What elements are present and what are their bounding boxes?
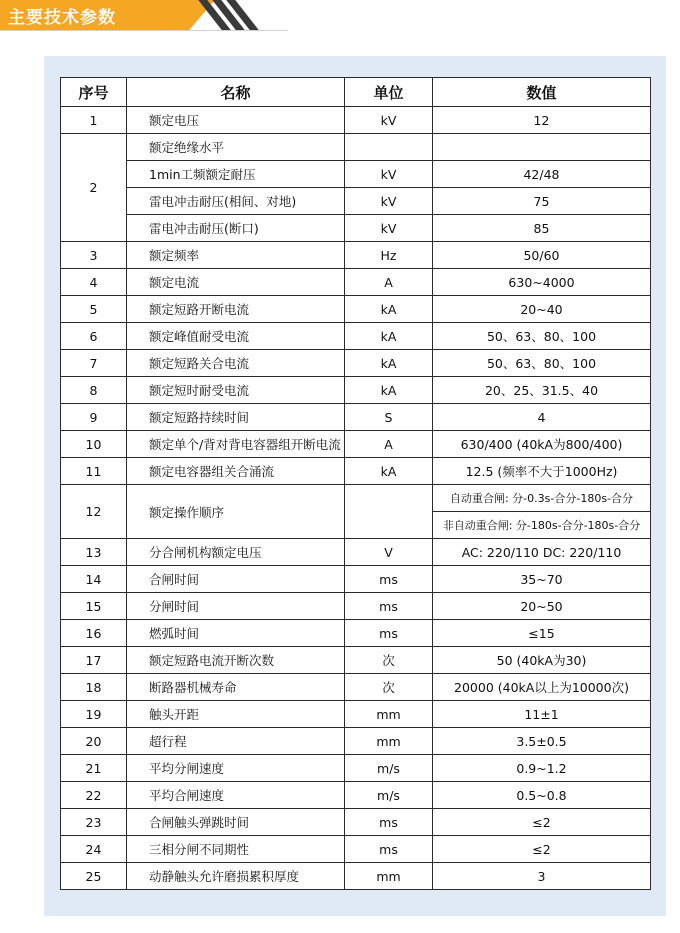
row-name: 额定电容器组关合涌流 [127,458,345,485]
row-value: 20000 (40kA以上为10000次) [433,674,651,701]
row-value: 75 [433,188,651,215]
row-name: 雷电冲击耐压(断口) [127,215,345,242]
row-unit: ms [345,593,433,620]
table-row [61,701,651,728]
row-unit: Hz [345,242,433,269]
row-name: 雷电冲击耐压(相间、对地) [127,188,345,215]
row-name: 分合闸机构额定电压 [127,539,345,566]
table-row [61,647,651,674]
row-no: 8 [61,377,127,404]
table-row [61,134,651,161]
row-value [433,134,651,161]
row-no: 12 [61,485,127,539]
row-value: 50 (40kA为30) [433,647,651,674]
column-header-value: 数值 [433,78,651,107]
table-row [61,458,651,485]
row-no: 14 [61,566,127,593]
row-name: 断路器机械寿命 [127,674,345,701]
table-row [61,323,651,350]
row-name: 合闸触头弹跳时间 [127,809,345,836]
row-value: 50/60 [433,242,651,269]
row-value: 20、25、31.5、40 [433,377,651,404]
row-unit: kA [345,323,433,350]
row-no: 22 [61,782,127,809]
row-name: 额定峰值耐受电流 [127,323,345,350]
row-name: 额定操作顺序 [127,485,345,539]
row-unit: mm [345,728,433,755]
row-no: 19 [61,701,127,728]
row-unit: V [345,539,433,566]
row-name: 三相分闸不同期性 [127,836,345,863]
table-row [61,377,651,404]
row-name: 动静触头允许磨损累积厚度 [127,863,345,890]
row-name: 额定短时耐受电流 [127,377,345,404]
row-unit: kA [345,458,433,485]
row-value: 35~70 [433,566,651,593]
row-value: 4 [433,404,651,431]
row-name: 平均合闸速度 [127,782,345,809]
row-value: ≤2 [433,809,651,836]
row-value: 50、63、80、100 [433,350,651,377]
column-header-unit: 单位 [345,78,433,107]
table-row [61,431,651,458]
row-unit [345,485,433,539]
row-value: 20~50 [433,593,651,620]
row-name: 燃弧时间 [127,620,345,647]
row-unit: ms [345,836,433,863]
table-row [61,215,651,242]
table-row [61,269,651,296]
row-value: 630/400 (40kA为800/400) [433,431,651,458]
row-unit: kV [345,215,433,242]
table-row [61,620,651,647]
row-name: 平均分闸速度 [127,755,345,782]
row-name: 额定短路开断电流 [127,296,345,323]
row-unit: 次 [345,674,433,701]
row-name: 额定短路持续时间 [127,404,345,431]
row-unit: ms [345,566,433,593]
row-no: 7 [61,350,127,377]
row-unit: kV [345,188,433,215]
table-row [61,404,651,431]
row-unit: kV [345,107,433,134]
row-unit: S [345,404,433,431]
table-row [61,539,651,566]
row-unit: 次 [345,647,433,674]
table-row [61,350,651,377]
row-value: AC: 220/110 DC: 220/110 [433,539,651,566]
row-value: ≤2 [433,836,651,863]
column-header-no: 序号 [61,78,127,107]
row-value: 3.5±0.5 [433,728,651,755]
table-row [61,674,651,701]
row-name: 触头开距 [127,701,345,728]
table-row [61,296,651,323]
row-no: 24 [61,836,127,863]
table-row [61,728,651,755]
table-row [61,863,651,890]
spec-table [60,77,651,890]
row-unit: A [345,269,433,296]
section-title: 主要技术参数 [8,8,116,28]
table-row [61,188,651,215]
row-no: 16 [61,620,127,647]
row-no: 1 [61,107,127,134]
row-unit: A [345,431,433,458]
row-no: 4 [61,269,127,296]
row-value: 12.5 (频率不大于1000Hz) [433,458,651,485]
row-no: 10 [61,431,127,458]
row-no: 17 [61,647,127,674]
table-row [61,755,651,782]
table-row [61,809,651,836]
row-value: 0.5~0.8 [433,782,651,809]
row-no: 3 [61,242,127,269]
row-no: 5 [61,296,127,323]
row-value: 3 [433,863,651,890]
row-value: 自动重合闸: 分-0.3s-合分-180s-合分 [433,485,651,512]
row-no: 21 [61,755,127,782]
table-row [61,485,651,512]
column-header-name: 名称 [127,78,345,107]
row-name: 额定单个/背对背电容器组开断电流 [127,431,345,458]
row-name: 额定电流 [127,269,345,296]
row-unit: kA [345,350,433,377]
table-row [61,161,651,188]
header-stripes-decoration [200,0,270,30]
table-row [61,836,651,863]
row-no: 11 [61,458,127,485]
row-unit: kA [345,296,433,323]
row-no: 13 [61,539,127,566]
row-no: 2 [61,134,127,242]
row-value: 50、63、80、100 [433,323,651,350]
row-no: 6 [61,323,127,350]
row-unit [345,134,433,161]
row-name: 合闸时间 [127,566,345,593]
row-no: 15 [61,593,127,620]
row-name: 超行程 [127,728,345,755]
header-divider [0,30,288,31]
row-name: 额定短路关合电流 [127,350,345,377]
row-name: 额定绝缘水平 [127,134,345,161]
row-unit: m/s [345,755,433,782]
row-no: 25 [61,863,127,890]
row-no: 20 [61,728,127,755]
row-no: 23 [61,809,127,836]
row-unit: kV [345,161,433,188]
table-row [61,242,651,269]
row-name: 额定短路电流开断次数 [127,647,345,674]
row-name: 分闸时间 [127,593,345,620]
row-value: 42/48 [433,161,651,188]
row-unit: kA [345,377,433,404]
row-name: 额定电压 [127,107,345,134]
row-value: 85 [433,215,651,242]
row-unit: ms [345,809,433,836]
row-name: 1min工频额定耐压 [127,161,345,188]
table-row [61,107,651,134]
row-unit: ms [345,620,433,647]
row-unit: mm [345,701,433,728]
table-row [61,593,651,620]
row-value: ≤15 [433,620,651,647]
row-unit: mm [345,863,433,890]
row-value: 11±1 [433,701,651,728]
row-value: 12 [433,107,651,134]
row-name: 额定频率 [127,242,345,269]
table-row [61,782,651,809]
row-value: 非自动重合闸: 分-180s-合分-180s-合分 [433,512,651,539]
row-value: 0.9~1.2 [433,755,651,782]
table-row [61,566,651,593]
row-no: 18 [61,674,127,701]
row-unit: m/s [345,782,433,809]
row-value: 630~4000 [433,269,651,296]
table-header-row [61,78,651,107]
row-value: 20~40 [433,296,651,323]
row-no: 9 [61,404,127,431]
